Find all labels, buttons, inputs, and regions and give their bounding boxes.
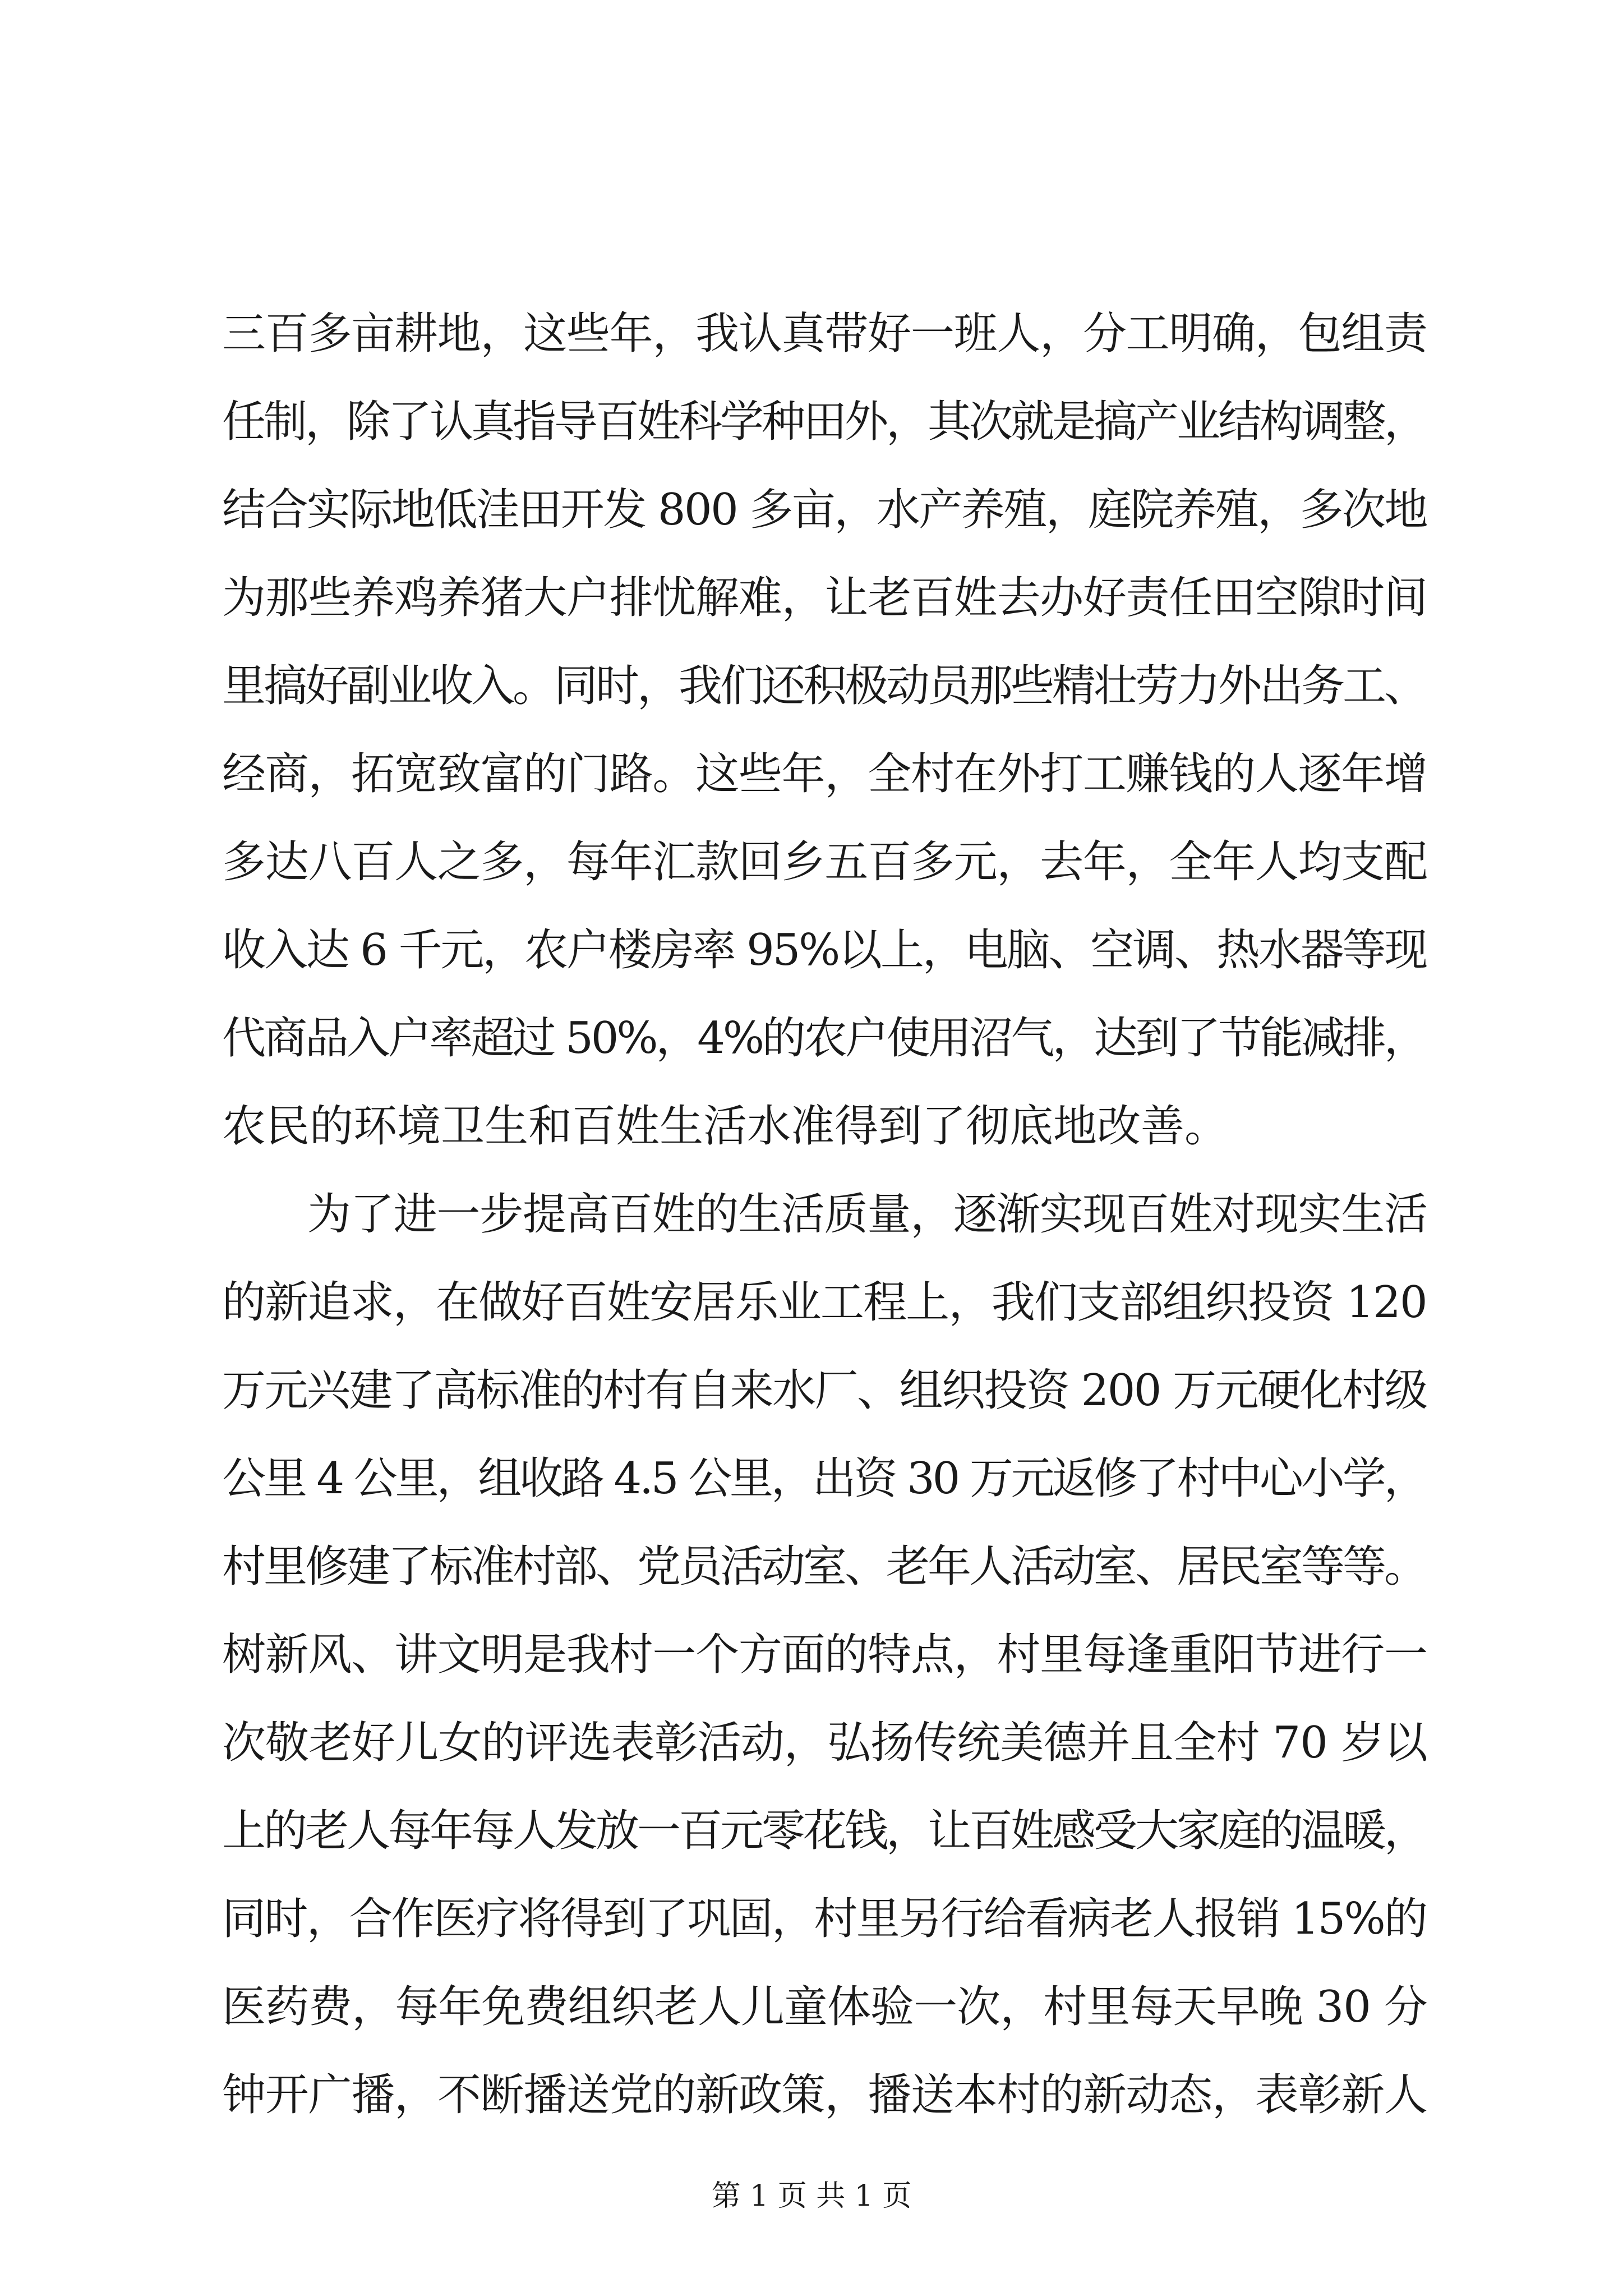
- text-line: 同时，合作医疗将得到了巩固，村里另行给看病老人报销 15%的: [222, 1894, 1427, 1944]
- text-line: 万元兴建了高标准的村有自来水厂、组织投资 200 万元硬化村级: [222, 1365, 1427, 1416]
- page-footer: 第 1 页 共 1 页: [711, 2179, 912, 2213]
- text-line: 三百多亩耕地，这些年，我认真带好一班人，分工明确，包组责: [222, 309, 1427, 359]
- text-line: 上的老人每年每人发放一百元零花钱，让百姓感受大家庭的温暖，: [222, 1806, 1426, 1856]
- text-line: 收入达 6 千元，农户楼房率 95%以上，电脑、空调、热水器等现: [222, 925, 1427, 976]
- text-line: 任制，除了认真指导百姓科学种田外，其次就是搞产业结构调整，: [222, 397, 1426, 447]
- text-line: 经商，拓宽致富的门路。这些年，全村在外打工赚钱的人逐年增: [222, 749, 1427, 799]
- text-line: 村里修建了标准村部、党员活动室、老年人活动室、居民室等等。: [222, 1542, 1426, 1592]
- text-line: 树新风、讲文明是我村一个方面的特点，村里每逢重阳节进行一: [222, 1630, 1427, 1680]
- text-line: 医药费，每年免费组织老人儿童体验一次，村里每天早晚 30 分: [222, 1982, 1427, 2032]
- text-line: 里搞好副业收入。同时，我们还积极动员那些精壮劳力外出务工、: [222, 661, 1426, 711]
- paragraph-first-line: 为了进一步提高百姓的生活质量，逐渐实现百姓对现实生活: [307, 1189, 1427, 1240]
- text-line: 代商品入户率超过 50%，4%的农户使用沼气，达到了节能减排，: [222, 1013, 1426, 1064]
- text-line: 钟开广播，不断播送党的新政策，播送本村的新动态，表彰新人: [222, 2070, 1427, 2120]
- text-line: 多达八百人之多，每年汇款回乡五百多元，去年，全年人均支配: [222, 837, 1427, 887]
- text-line: 为那些养鸡养猪大户排忧解难，让老百姓去办好责任田空隙时间: [222, 573, 1427, 623]
- text-line: 农民的环境卫生和百姓生活水准得到了彻底地改善。: [222, 1101, 1229, 1152]
- text-line: 的新追求，在做好百姓安居乐业工程上，我们支部组织投资 120: [222, 1277, 1427, 1328]
- text-line: 结合实际地低洼田开发 800 多亩，水产养殖，庭院养殖，多次地: [222, 485, 1427, 535]
- text-line: 次敬老好儿女的评选表彰活动，弘扬传统美德并且全村 70 岁以: [222, 1718, 1427, 1768]
- text-line: 公里 4 公里，组收路 4.5 公里，出资 30 万元返修了村中心小学，: [222, 1453, 1426, 1504]
